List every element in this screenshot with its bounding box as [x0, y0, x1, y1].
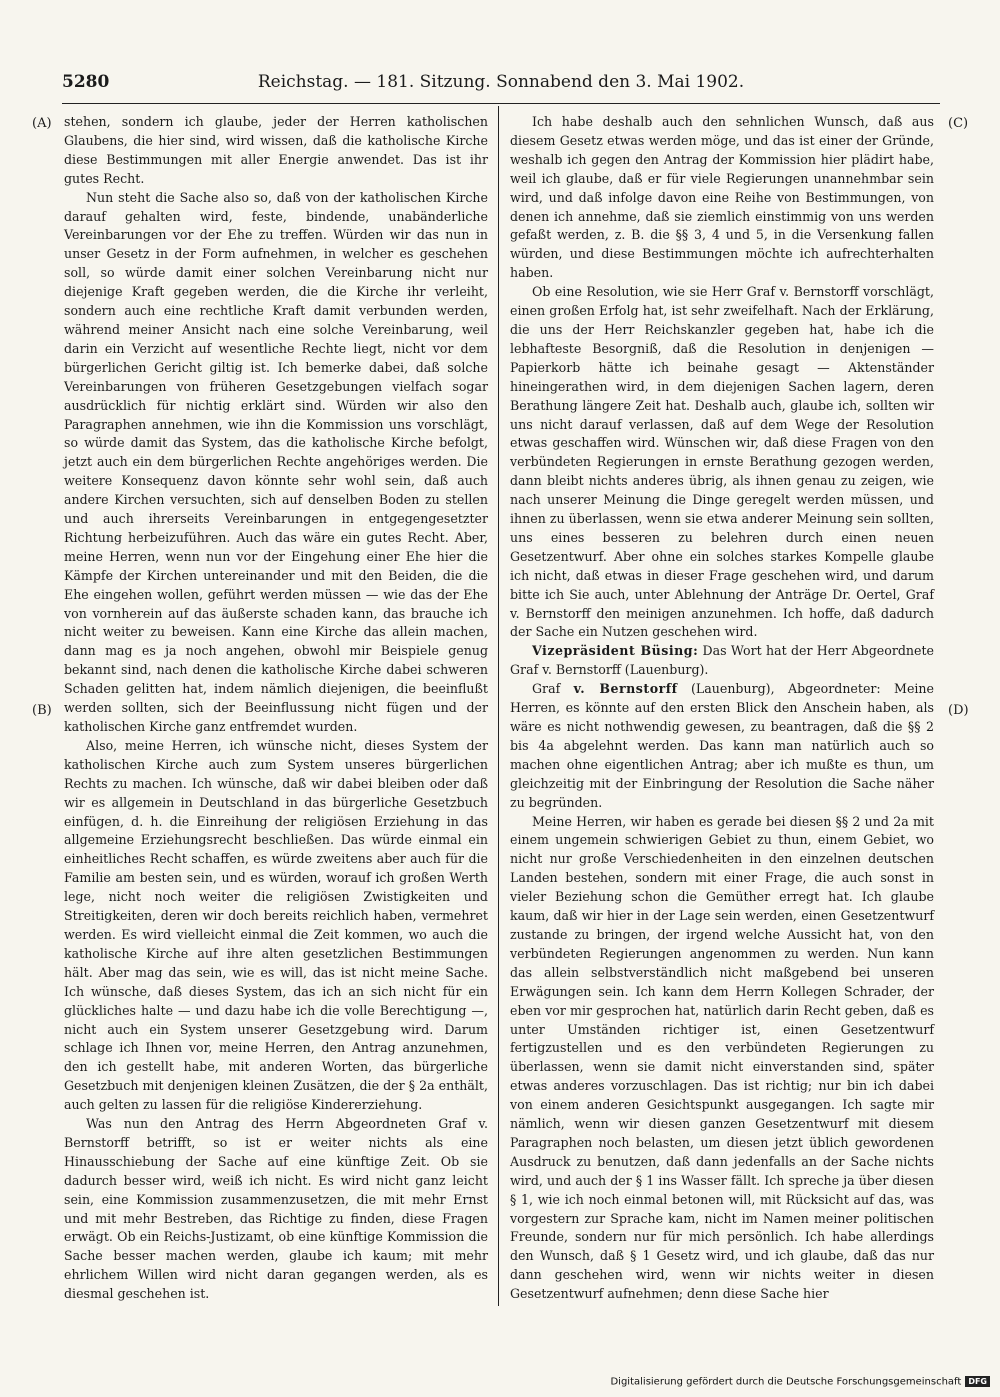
- left-column: [64, 113, 488, 1304]
- running-title: Reichstag. — 181. Sitzung. Sonnabend den 3. Mai 1902.: [257, 72, 745, 92]
- margin-marker-b: (B): [32, 703, 52, 718]
- speaker-name: v. Bernstorff: [573, 681, 678, 697]
- right-paragraph-5: Meine Herren, wir haben es gerade bei diesen §§ 2 und 2a mit einem ungemein schwierigen Gebiet zu thun, einem Gebiet, wo nicht nur große Verschiedenheiten in den einzelnen deutschen Landen bestehen, sondern mit einer Frage, die auch sonst in vieler Beziehung schon die Gemüther erregt hat. Ich glaube kaum, daß wir hier in der Lage sein werden, einen Gesetzentwurf zustande zu bringen, der irgend welche Aussicht hat, von den verbündeten Regierungen angenommen zu werden. Nun kann das allein selbstverständlich nicht maßgebend bei unseren Erwägungen sein. Ich kann dem Herrn Kollegen Schrader, der eben vor mir gesprochen hat, natürlich darin Recht geben, daß es unter Umständen richtiger ist, einen Gesetzentwurf fertigzustellen und es den verbündeten Regierungen zu überlassen, wenn sie damit nicht einverstanden sind, später etwas anderes vorzuschlagen. Das ist richtig; nur bin ich dabei von einem anderen Gesichtspunkt ausgegangen. Ich sagte mir nämlich, wenn wir diesen ganzen Gesetzentwurf mit diesem Paragraphen noch belasten, um diesen jetzt üblich gewordenen Ausdruck zu benutzen, daß dann jedenfalls an der Sache nichts wird, und auch der § 1 ins Wasser fällt. Ich spreche ja über diesen § 1, wie ich noch einmal betonen will, mit Rücksicht auf das, was vorgestern zur Sprache kam, nicht im Namen meiner politischen Freunde, sondern nur für mich persönlich. Ich habe allerdings den Wunsch, daß § 1 Gesetz wird, und ich glaube, daß das nur dann geschehen wird, wenn wir nichts weiter in diesen Gesetzentwurf aufnehmen; denn diese Sache hier: [510, 813, 934, 1302]
- right-column: [510, 113, 934, 1304]
- left-paragraph-1: stehen, sondern ich glaube, jeder der Herren katholischen Glaubens, die hier sind, wird wissen, daß die katholische Kirche diese Bestimmungen mit aller Energie anwendet. Das ist ihr gutes Recht.: [64, 114, 488, 186]
- speech-text: (Lauenburg), Abgeordneter: Meine Herren, es könnte auf den ersten Blick den Anschein haben, als wäre es nicht nothwendig gewesen, zu beantragen, daß die §§ 2 bis 4a abgelehnt werden. Das kann man natürlich auch so machen ohne eigentlichen Antrag; aber ich mußte es thun, um gleichzeitig mit der Einbringung der Resolution die Sache näher zu begründen.: [510, 681, 934, 810]
- margin-marker-c: (C): [948, 116, 969, 131]
- header-rule: [62, 103, 940, 104]
- left-paragraph-3: Also, meine Herren, ich wünsche nicht, dieses System der katholischen Kirche auch zum System unseres bürgerlichen Rechts zu machen. Ich wünsche, daß wir dabei bleiben oder daß wir es allgemein in Deutschland in das bürgerliche Gesetzbuch einfügen, d. h. die Einreihung der religiösen Erziehung in das allgemeine Erziehungsrecht beschließen. Das würde einmal ein einheitliches Recht schaffen, es würde zweitens aber auch für die Familie am besten sein, und es würden, worauf ich großen Werth lege, nicht noch weiter die religiösen Zwistigkeiten und Streitigkeiten, deren wir doch bereits reichlich haben, vermehret werden. Es wird vielleicht einmal die Zeit kommen, wo auch die katholische Kirche auf ihre alten gesetzlichen Bestimmungen hält. Aber mag das sein, wie es will, das ist nicht meine Sache. Ich wünsche, daß dieses System, das ich an sich nicht für ein glückliches halte — und dazu habe ich die volle Berechtigung —, nicht auch ein System unserer Gesetzgebung wird. Darum schlage ich Ihnen vor, meine Herren, den Antrag anzunehmen, den ich gestellt habe, mit anderen Worten, das bürgerliche Gesetzbuch mit denjenigen kleinen Zusätzen, die der § 2a enthält, auch gelten zu lassen für die religiöse Kindererziehung.: [64, 737, 488, 1113]
- footer-credit: Digitalisierung gefördert durch die Deutsche Forschungsgemeinschaft: [610, 1376, 962, 1388]
- page-number: 5280: [62, 72, 110, 92]
- speaker-name: Vizepräsident Büsing:: [532, 643, 699, 659]
- left-paragraph-2: Nun steht die Sache also so, daß von der katholischen Kirche darauf gehalten wird, feste, bindende, unabänderliche Vereinbarungen vor der Ehe zu treffen. Würden wir das nun in unser Gesetz in der Form aufnehmen, in welcher es geschehen soll, so würde damit einer solchen Vereinbarung nicht nur diejenige Kraft gegeben werden, die die Kirche ihr verleiht, sondern auch eine rechtliche Kraft damit verbunden werden, während meiner Ansicht nach eine solche Vereinbarung, weil darin ein Verzicht auf wesentliche Rechte liegt, nicht vor dem bürgerlichen Gericht giltig ist. Ich bemerke dabei, daß solche Vereinbarungen von früheren Gesetzgebungen vielfach sogar ausdrücklich für nichtig erklärt sind. Würden wir also den Paragraphen annehmen, wie ihn die Kommission uns vorschlägt, so würde damit das System, das die katholische Kirche befolgt, jetzt auch ein dem bürgerlichen Rechte angehöriges werden. Die weitere Konsequenz davon könnte sehr wohl sein, daß auch andere Kirchen versuchten, sich auf denselben Boden zu stellen und auch ihrerseits Vereinbarungen in entgegengesetzter Richtung herbeizuführen. Auch das wäre ein gutes Recht. Aber, meine Herren, wenn nun vor der Eingehung einer Ehe hier die Kämpfe der Kirchen untereinander und mit den Beiden, die die Ehe eingehen wollen, geführt werden müssen — wie das der Ehe von vornherein auf das äußerste schaden kann, das brauche ich nicht weiter zu beweisen. Kann eine Kirche das allein machen, dann mag es ja noch angehen, obwohl mir Beispiele genug bekannt sind, nach denen die katholische Kirche dabei schweren Schaden gelitten hat, indem nämlich diejenigen, die beeinflußt werden sollten, sich der Beeinflussung nicht fügen und der katholischen Kirche ganz entfremdet wurden.: [64, 189, 488, 734]
- dfg-logo: DFG: [965, 1376, 990, 1387]
- right-paragraph-3: [510, 642, 934, 680]
- margin-marker-d: (D): [948, 703, 969, 718]
- right-paragraph-1: Ich habe deshalb auch den sehnlichen Wunsch, daß aus diesem Gesetz etwas werden möge, und das ist einer der Gründe, weshalb ich gegen den Antrag der Kommission hier plädirt habe, weil ich glaube, daß er für viele Regierungen unannehmbar sein wird, und daß infolge davon eine Reihe von Bestimmungen, von denen ich annehme, daß sie ziemlich einstimmig von uns werden gefaßt werden, z. B. die §§ 3, 4 und 5, in die Versenkung fallen würden, und diese Bestimmungen möchte ich aufrechterhalten haben.: [510, 114, 934, 281]
- column-divider: [498, 106, 499, 1306]
- speech-text: Das Wort hat der Herr Abgeordnete Graf v. Bernstorff (Lauenburg).: [510, 643, 935, 678]
- right-paragraph-4: [510, 680, 934, 812]
- running-header: [62, 72, 940, 96]
- left-paragraph-4: Was nun den Antrag des Herrn Abgeordneten Graf v. Bernstorff betrifft, so ist er weiter nichts als eine Hinausschiebung der Sache auf eine künftige Zeit. Ob sie dadurch besser wird, weiß ich nicht. Es wird nicht ganz leicht sein, eine Kommission zusammenzusetzen, die mit mehr Ernst und mit mehr Bestreben, das Richtige zu finden, diese Fragen erwägt. Ob ein Reichs-Justizamt, ob eine künftige Kommission die Sache besser machen werden, glaube ich kaum; mit mehr ehrlichem Willen wird nicht daran gegangen werden, als es diesmal geschehen ist.: [64, 1116, 488, 1302]
- digitization-footer: [600, 1376, 990, 1392]
- margin-marker-a: (A): [32, 116, 52, 131]
- right-paragraph-2: Ob eine Resolution, wie sie Herr Graf v. Bernstorff vorschlägt, einen großen Erfolg hat, ist sehr zweifelhaft. Nach der Erklärung, die uns der Herr Reichskanzler gegeben hat, habe ich die lebhafteste Besorgniß, daß die Resolution in denjenigen — Papierkorb hätte ich beinahe gesagt — Aktenständer hineingerathen wird, in dem diejenigen Sachen lagern, deren Berathung längere Zeit hat. Deshalb auch, glaube ich, sollten wir uns nicht darauf verlassen, daß auf dem Wege der Resolution etwas geschaffen wird. Wünschen wir, daß diese Fragen von den verbündeten Regierungen in ernste Berathung gezogen werden, dann bleibt nichts anderes übrig, als ihnen genau zu zeigen, wie nach unserer Meinung die Dinge geregelt werden müssen, und ihnen zu überlassen, wenn sie etwa anderer Meinung sein sollten, uns eines besseren zu belehren durch einen neuen Gesetzentwurf. Aber ohne ein solches starkes Kompelle glaube ich nicht, daß etwas in dieser Frage geschehen wird, und darum bitte ich Sie auch, unter Ablehnung der Anträge Dr. Oertel, Graf v. Bernstorff den meinigen anzunehmen. Ich hoffe, daß dadurch der Sache ein Nutzen geschehen wird.: [510, 284, 934, 640]
- speaker-title: Graf: [532, 681, 574, 697]
